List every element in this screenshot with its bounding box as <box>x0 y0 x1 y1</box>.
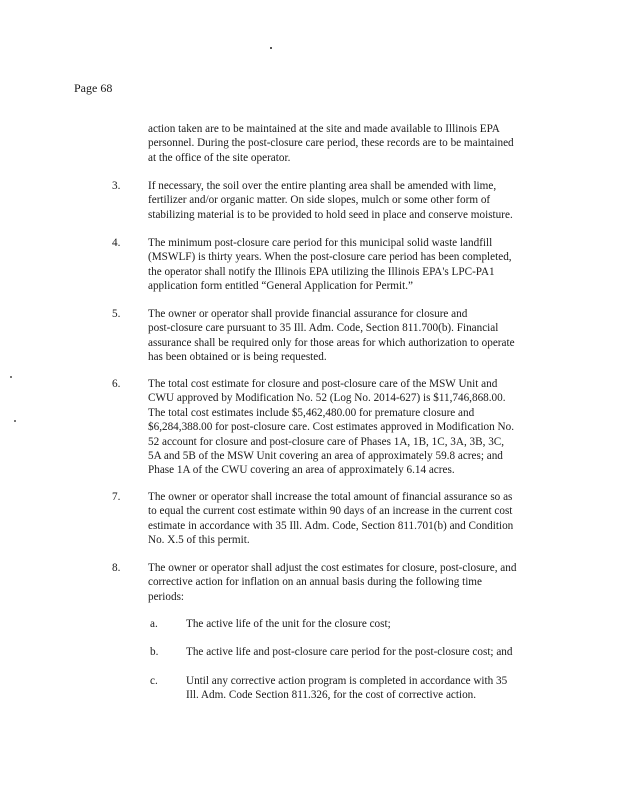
text-line: The total cost estimates include $5,462,480.00 for premature closure and <box>148 406 475 419</box>
text-line: action taken are to be maintained at the site and made available to Illinois EPA <box>148 123 500 135</box>
text-line: The owner or operator shall increase the total amount of financial assurance so as <box>148 491 513 503</box>
item-paragraph <box>148 490 513 548</box>
text-line: at the office of the site operator. <box>148 151 291 164</box>
item-number: 5. <box>112 308 121 320</box>
text-line: periods: <box>148 590 185 603</box>
item-number: 7. <box>112 491 121 503</box>
text-line: (MSWLF) is thirty years. When the post-closure care period has been completed, <box>148 251 512 264</box>
text-line: has been obtained or is being requested. <box>148 351 327 364</box>
text-line: corrective action for inflation on an annual basis during the following time <box>148 576 482 589</box>
text-line: stabilizing material is to be provided to hold seed in place and conserve moisture. <box>148 208 513 221</box>
subitem-letter: b. <box>150 646 159 658</box>
subitem-paragraph <box>186 674 507 703</box>
subitem-letter: c. <box>150 675 158 687</box>
subitem-paragraph <box>186 617 391 631</box>
item-paragraph <box>148 377 514 478</box>
item-paragraph <box>148 179 513 222</box>
text-line: The active life and post-closure care period for the post-closure cost; and <box>186 646 513 658</box>
text-line: personnel. During the post-closure care period, these records are to be maintained <box>148 137 514 150</box>
text-line: Phase 1A of the CWU covering an area of approximately 6.14 acres. <box>148 464 455 477</box>
page-number: Page 68 <box>74 81 113 95</box>
subitem-paragraph <box>186 645 513 659</box>
text-line: CWU approved by Modification No. 52 (Log No. 2014-627) is $11,746,868.00. <box>148 392 506 405</box>
continuation-paragraph <box>148 122 514 165</box>
scan-speck <box>270 47 272 49</box>
text-line: fertilizer and/or organic matter. On side slopes, mulch or some other form of <box>148 194 491 207</box>
text-line: The owner or operator shall provide financial assurance for closure and <box>148 308 468 320</box>
text-line: post-closure care pursuant to 35 Ill. Adm. Code, Section 811.700(b). Financial <box>148 322 499 335</box>
scan-speck <box>14 420 16 422</box>
text-line: If necessary, the soil over the entire planting area shall be amended with lime, <box>148 180 497 192</box>
text-line: No. X.5 of this permit. <box>148 534 250 547</box>
text-line: 52 account for closure and post-closure care of Phases 1A, 1B, 1C, 3A, 3B, 3C, <box>148 435 505 448</box>
text-line: Ill. Adm. Code Section 811.326, for the cost of corrective action. <box>186 689 477 702</box>
item-number: 8. <box>112 562 121 574</box>
text-line: $6,284,388.00 for post-closure care. Cost estimates approved in Modification No. <box>148 421 515 434</box>
text-line: assurance shall be required only for those areas for which authorization to operate <box>148 336 515 349</box>
item-number: 3. <box>112 180 121 192</box>
text-line: the operator shall notify the Illinois EPA utilizing the Illinois EPA's LPC-PA1 <box>148 265 495 278</box>
text-line: application form entitled “General Application for Permit.” <box>148 280 413 293</box>
text-line: The active life of the unit for the closure cost; <box>186 618 391 630</box>
item-paragraph <box>148 236 512 294</box>
text-line: The minimum post-closure care period for this municipal solid waste landfill <box>148 237 493 249</box>
text-line: The owner or operator shall adjust the cost estimates for closure, post-closure, and <box>148 562 517 574</box>
item-number: 4. <box>112 237 121 249</box>
subitem-letter: a. <box>150 618 158 630</box>
item-paragraph <box>148 307 515 365</box>
text-line: Until any corrective action program is completed in accordance with 35 <box>186 675 508 687</box>
item-number: 6. <box>112 378 121 390</box>
text-line: The total cost estimate for closure and post-closure care of the MSW Unit and <box>148 378 498 390</box>
item-paragraph <box>148 561 516 604</box>
text-line: estimate in accordance with 35 Ill. Adm. Code, Section 811.701(b) and Condition <box>148 519 514 532</box>
text-line: to equal the current cost estimate within 90 days of an increase in the current cost <box>148 505 513 518</box>
text-line: 5A and 5B of the MSW Unit covering an area of approximately 59.8 acres; and <box>148 450 503 463</box>
scan-speck <box>10 376 12 378</box>
